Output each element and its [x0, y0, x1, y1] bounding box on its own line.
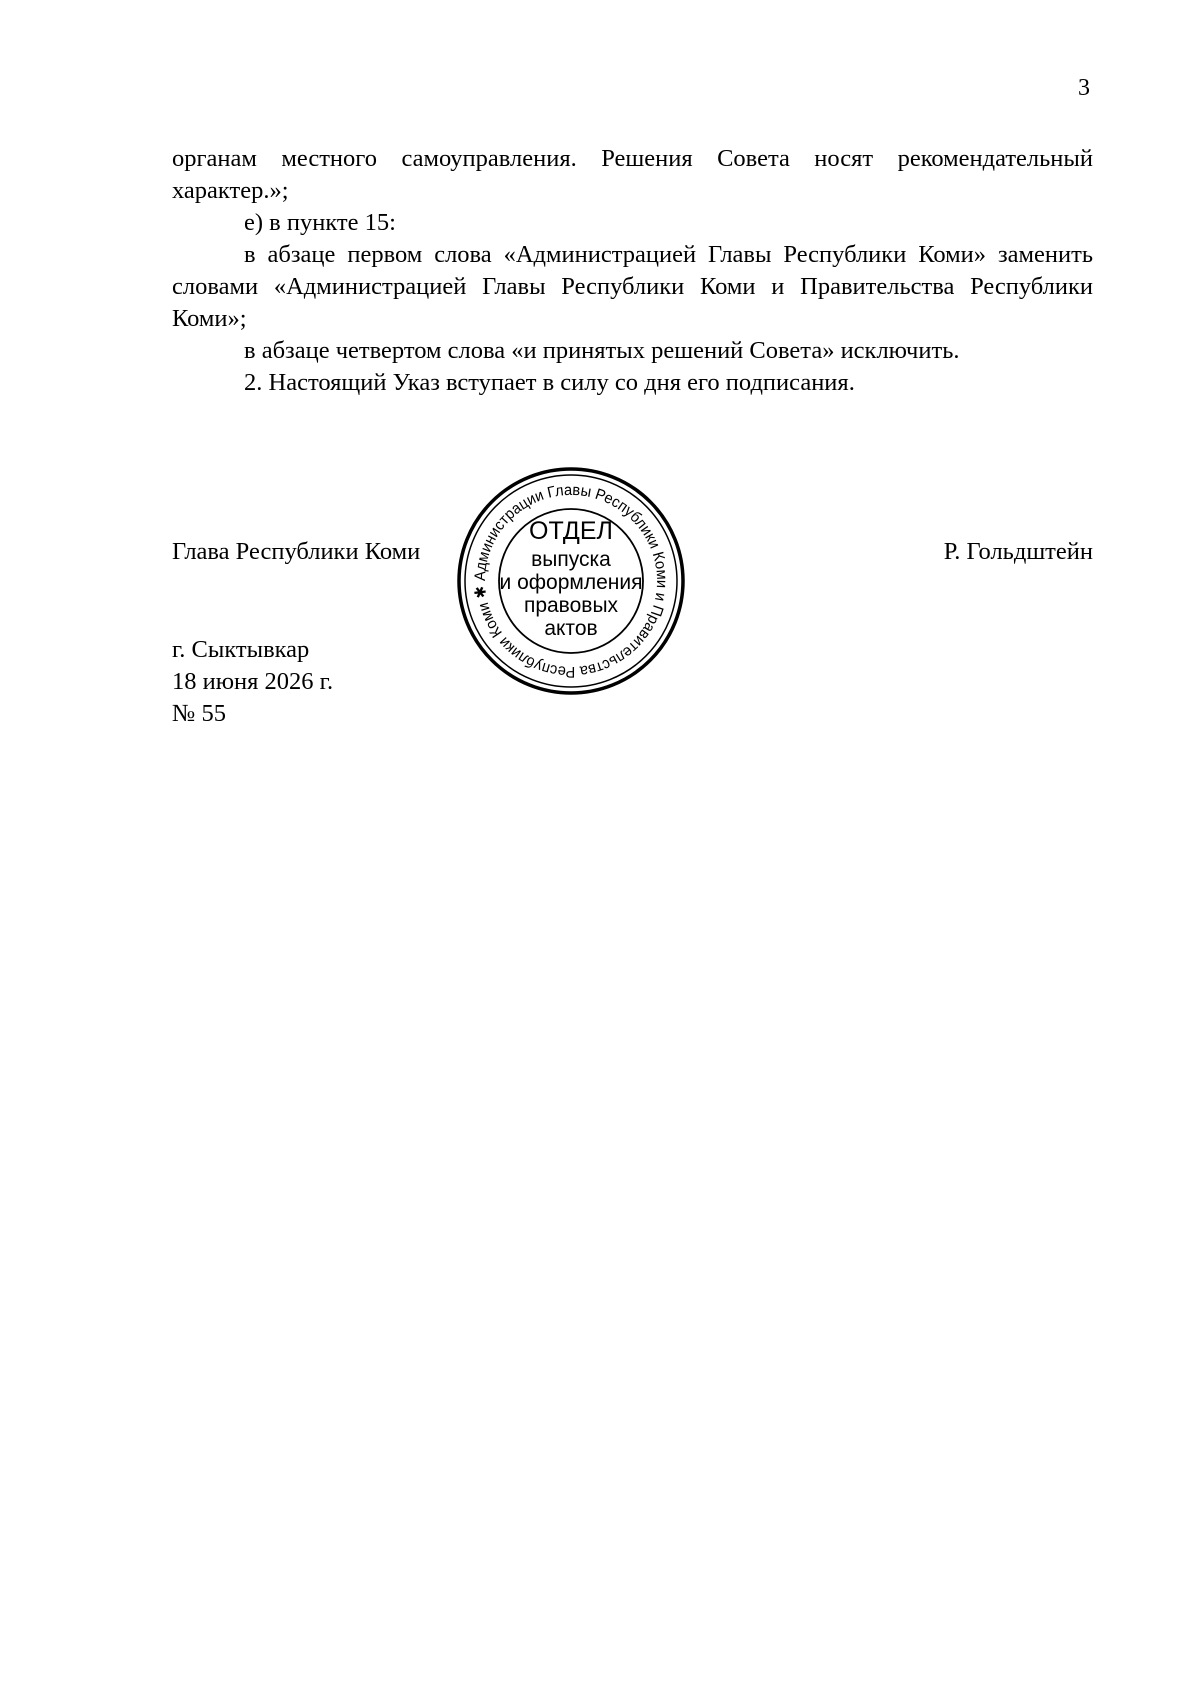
seal-ring-text: Администрации Главы Республики Коми и Правительства Республики Коми ✱ [471, 481, 671, 681]
paragraph-continuation: органам местного самоуправления. Решения Совета носят рекомендательный характер.»; [172, 145, 1093, 204]
official-seal-stamp [455, 465, 687, 697]
seal-line-oformleniya: и оформления [499, 571, 643, 594]
signing-date: 18 июня 2026 г. [172, 668, 334, 695]
paragraph-entry-into-force: 2. Настоящий Указ вступает в силу со дня его подписания. [244, 369, 855, 396]
place-date-number [172, 634, 333, 730]
paragraph-item-e: е) в пункте 15: [244, 209, 396, 236]
signatory-title: Глава Республики Коми [172, 538, 421, 565]
paragraph-first-abzac: в абзаце первом слова «Администрацией Главы Республики Коми» заменить словами «Администрацией Главы Республики Коми и Правительства Республики Коми»; [172, 241, 1093, 332]
page-number: 3 [1078, 75, 1090, 101]
city: г. Сыктывкар [172, 636, 310, 663]
document-body [172, 143, 1093, 399]
seal-line-otdel: ОТДЕЛ [529, 517, 613, 545]
signatory-name: Р. Гольдштейн [943, 538, 1093, 565]
paragraph-fourth-abzac: в абзаце четвертом слова «и принятых решений Совета» исключить. [244, 337, 960, 364]
seal-line-pravovyh: правовых [523, 594, 619, 617]
decree-number: № 55 [172, 700, 227, 727]
seal-graphic [455, 465, 687, 697]
seal-line-vypuska: выпуска [531, 548, 611, 571]
seal-line-aktov: актов [544, 617, 598, 640]
